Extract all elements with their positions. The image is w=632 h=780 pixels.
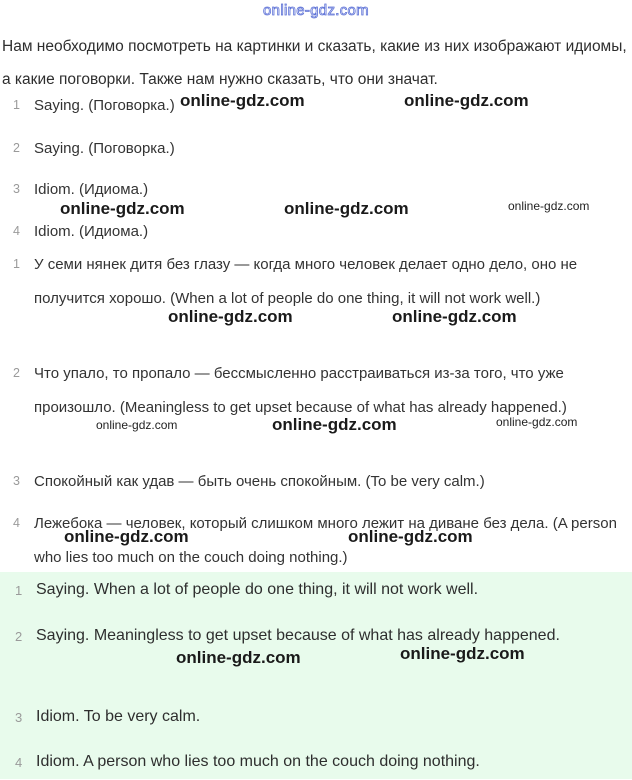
watermark: online-gdz.com xyxy=(404,91,529,110)
watermark: online-gdz.com xyxy=(496,415,578,429)
list-number: 4 xyxy=(15,755,23,770)
list-number: 1 xyxy=(15,583,23,598)
watermark: online-gdz.com xyxy=(348,527,473,546)
answer-text: Saying. Meaningless to get upset because of what has already happened. xyxy=(36,627,560,644)
list-text: У семи нянек дитя без глазу — когда много человек делает одно дело, оно не получится хорошо. (When a lot of people do one thing, it will not work well.) xyxy=(34,256,578,307)
list-number: 2 xyxy=(13,366,20,380)
watermark: online-gdz.com xyxy=(508,199,590,213)
watermark: online-gdz.com xyxy=(96,418,178,432)
list-number: 3 xyxy=(13,474,20,488)
watermark: online-gdz.com xyxy=(392,307,517,326)
watermark: online-gdz.com xyxy=(168,307,293,326)
list-text: Idiom. (Идиома.) xyxy=(34,181,149,198)
site-url-header: online-gdz.com xyxy=(263,2,369,19)
answers-block xyxy=(0,572,632,779)
answer-text: Idiom. To be very calm. xyxy=(36,708,201,725)
list-text: Saying. (Поговорка.) xyxy=(34,140,175,157)
answer-text: Saying. When a lot of people do one thing, it will not work well. xyxy=(36,581,479,598)
answer-text: Idiom. A person who lies too much on the couch doing nothing. xyxy=(36,753,480,770)
list-number: 3 xyxy=(13,182,20,196)
watermark: online-gdz.com xyxy=(60,199,185,218)
list-text: Idiom. (Идиома.) xyxy=(34,223,149,240)
list-number: 2 xyxy=(15,629,23,644)
watermark: online-gdz.com xyxy=(400,644,525,663)
list-number: 1 xyxy=(13,98,20,112)
list-number: 1 xyxy=(13,257,20,271)
list-number: 4 xyxy=(13,224,20,238)
watermark: online-gdz.com xyxy=(64,527,189,546)
watermark: online-gdz.com xyxy=(284,199,409,218)
list-text: Что упало, то пропало — бессмысленно расстраиваться из-за того, что уже произошло. (Meaningless to get upset because of what has already happened.) xyxy=(34,365,567,416)
watermark: online-gdz.com xyxy=(272,415,397,434)
list-number: 4 xyxy=(13,516,20,530)
list-text: Лежебока — человек, который слишком много лежит на диване без дела. (A person who lies too much on the couch doing nothing.) xyxy=(34,515,617,566)
list-number: 3 xyxy=(15,710,23,725)
watermark: online-gdz.com xyxy=(176,648,301,667)
intro-paragraph: Нам необходимо посмотреть на картинки и сказать, какие из них изображают идиомы, а какие поговорки. Также нам нужно сказать, что они значат. xyxy=(2,38,627,88)
list-text: Saying. (Поговорка.) xyxy=(34,97,175,114)
watermark: online-gdz.com xyxy=(180,91,305,110)
list-text: Спокойный как удав — быть очень спокойным. (To be very calm.) xyxy=(34,473,485,490)
list-number: 2 xyxy=(13,141,20,155)
